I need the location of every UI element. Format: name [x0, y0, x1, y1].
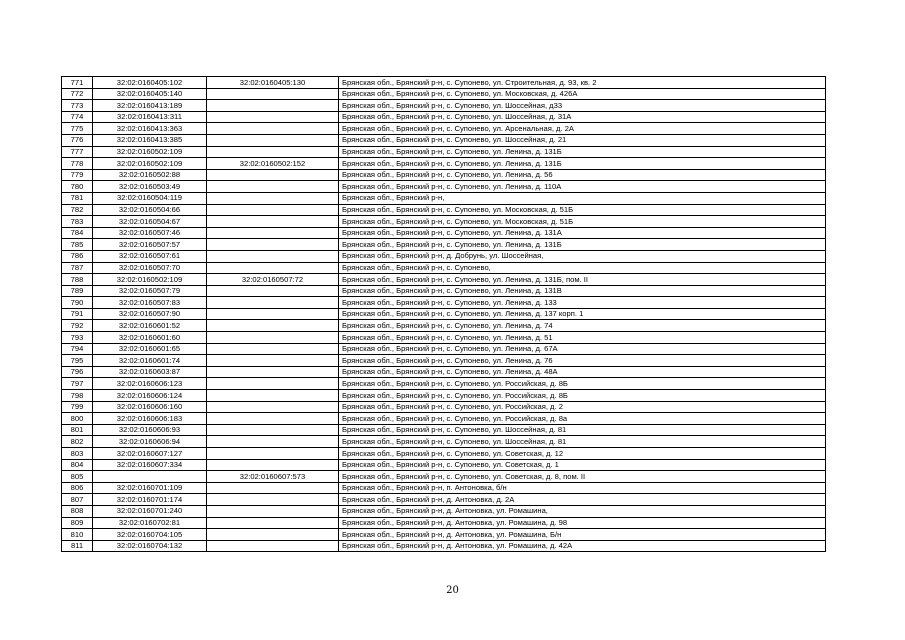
related-cadastral-number-cell — [207, 239, 339, 251]
address-cell: Брянская обл., Брянский р-н, д. Добрунь, ул. Шоссейная, — [339, 250, 826, 262]
row-number-cell: 779 — [62, 169, 93, 181]
cadastral-number-cell: 32:02:0160601:60 — [93, 332, 207, 344]
cadastral-number-cell: 32:02:0160607:127 — [93, 448, 207, 460]
table-row — [62, 262, 826, 274]
cadastral-number-cell: 32:02:0160413:311 — [93, 111, 207, 123]
related-cadastral-number-cell — [207, 192, 339, 204]
cadastral-number-cell: 32:02:0160704:132 — [93, 540, 207, 552]
cadastral-number-cell — [93, 471, 207, 483]
row-number-cell: 785 — [62, 239, 93, 251]
address-cell: Брянская обл., Брянский р-н, с. Супонево, ул. Ленина, д. 76 — [339, 355, 826, 367]
address-cell: Брянская обл., Брянский р-н, с. Супонево, ул. Строительная, д. 93, кв. 2 — [339, 77, 826, 89]
row-number-cell: 800 — [62, 413, 93, 425]
table-row — [62, 134, 826, 146]
row-number-cell: 786 — [62, 250, 93, 262]
related-cadastral-number-cell — [207, 355, 339, 367]
row-number-cell: 791 — [62, 308, 93, 320]
cadastral-number-cell: 32:02:0160702:81 — [93, 517, 207, 529]
table-row — [62, 227, 826, 239]
table-row — [62, 169, 826, 181]
row-number-cell: 799 — [62, 401, 93, 413]
address-cell: Брянская обл., Брянский р-н, с. Супонево, ул. Советская, д. 8, пом. II — [339, 471, 826, 483]
table-row — [62, 390, 826, 402]
related-cadastral-number-cell — [207, 181, 339, 193]
row-number-cell: 782 — [62, 204, 93, 216]
row-number-cell: 780 — [62, 181, 93, 193]
table-row — [62, 505, 826, 517]
cadastral-number-cell: 32:02:0160507:90 — [93, 308, 207, 320]
row-number-cell: 775 — [62, 123, 93, 135]
cadastral-number-cell: 32:02:0160606:94 — [93, 436, 207, 448]
cadastral-number-cell: 32:02:0160504:67 — [93, 216, 207, 228]
related-cadastral-number-cell — [207, 134, 339, 146]
address-cell: Брянская обл., Брянский р-н, с. Супонево, ул. Российская, д. 8Б — [339, 390, 826, 402]
row-number-cell: 772 — [62, 88, 93, 100]
address-cell: Брянская обл., Брянский р-н, с. Супонево, ул. Российская, д. 2 — [339, 401, 826, 413]
row-number-cell: 774 — [62, 111, 93, 123]
cadastral-number-cell: 32:02:0160413:385 — [93, 134, 207, 146]
property-table — [61, 76, 826, 552]
related-cadastral-number-cell — [207, 366, 339, 378]
address-cell: Брянская обл., Брянский р-н, с. Супонево, ул. Советская, д. 12 — [339, 448, 826, 460]
related-cadastral-number-cell — [207, 250, 339, 262]
cadastral-number-cell: 32:02:0160606:123 — [93, 378, 207, 390]
related-cadastral-number-cell — [207, 505, 339, 517]
table-row — [62, 413, 826, 425]
table-row — [62, 517, 826, 529]
row-number-cell: 771 — [62, 77, 93, 89]
related-cadastral-number-cell — [207, 88, 339, 100]
table-row — [62, 204, 826, 216]
address-cell: Брянская обл., Брянский р-н, с. Супонево, ул. Ленина, д. 74 — [339, 320, 826, 332]
related-cadastral-number-cell — [207, 169, 339, 181]
cadastral-number-cell: 32:02:0160504:66 — [93, 204, 207, 216]
related-cadastral-number-cell — [207, 320, 339, 332]
row-number-cell: 795 — [62, 355, 93, 367]
row-number-cell: 798 — [62, 390, 93, 402]
cadastral-number-cell: 32:02:0160405:140 — [93, 88, 207, 100]
cadastral-number-cell: 32:02:0160704:105 — [93, 529, 207, 541]
address-cell: Брянская обл., Брянский р-н, с. Супонево, ул. Российская, д. 8Б — [339, 378, 826, 390]
row-number-cell: 805 — [62, 471, 93, 483]
address-cell: Брянская обл., Брянский р-н, д. Антоновка, ул. Ромашина, — [339, 505, 826, 517]
address-cell: Брянская обл., Брянский р-н, с. Супонево, ул. Московская, д. 51Б — [339, 216, 826, 228]
table-row — [62, 239, 826, 251]
address-cell: Брянская обл., Брянский р-н, с. Супонево, ул. Шоссейная, д. 81 — [339, 424, 826, 436]
table-row — [62, 355, 826, 367]
address-cell: Брянская обл., Брянский р-н, с. Супонево, — [339, 262, 826, 274]
address-cell: Брянская обл., Брянский р-н, с. Супонево, ул. Ленина, д. 137 корп. 1 — [339, 308, 826, 320]
related-cadastral-number-cell — [207, 413, 339, 425]
address-cell: Брянская обл., Брянский р-н, с. Супонево, ул. Шоссейная, д33 — [339, 100, 826, 112]
related-cadastral-number-cell — [207, 343, 339, 355]
related-cadastral-number-cell — [207, 297, 339, 309]
row-number-cell: 810 — [62, 529, 93, 541]
cadastral-number-cell: 32:02:0160601:52 — [93, 320, 207, 332]
table-row — [62, 343, 826, 355]
table-row — [62, 471, 826, 483]
cadastral-number-cell: 32:02:0160503:49 — [93, 181, 207, 193]
cadastral-number-cell: 32:02:0160607:334 — [93, 459, 207, 471]
cadastral-number-cell: 32:02:0160504:119 — [93, 192, 207, 204]
related-cadastral-number-cell — [207, 216, 339, 228]
address-cell: Брянская обл., Брянский р-н, с. Супонево, ул. Российская, д. 8а — [339, 413, 826, 425]
related-cadastral-number-cell — [207, 111, 339, 123]
related-cadastral-number-cell — [207, 378, 339, 390]
row-number-cell: 797 — [62, 378, 93, 390]
related-cadastral-number-cell — [207, 332, 339, 344]
address-cell: Брянская обл., Брянский р-н, с. Супонево, ул. Ленина, д. 131Б — [339, 239, 826, 251]
address-cell: Брянская обл., Брянский р-н, с. Супонево, ул. Арсенальная, д. 2А — [339, 123, 826, 135]
row-number-cell: 776 — [62, 134, 93, 146]
cadastral-number-cell: 32:02:0160606:183 — [93, 413, 207, 425]
related-cadastral-number-cell — [207, 436, 339, 448]
cadastral-number-cell: 32:02:0160502:109 — [93, 274, 207, 286]
related-cadastral-number-cell — [207, 401, 339, 413]
row-number-cell: 803 — [62, 448, 93, 460]
table-row — [62, 100, 826, 112]
cadastral-number-cell: 32:02:0160601:74 — [93, 355, 207, 367]
table-row — [62, 378, 826, 390]
row-number-cell: 807 — [62, 494, 93, 506]
cadastral-number-cell: 32:02:0160507:83 — [93, 297, 207, 309]
row-number-cell: 781 — [62, 192, 93, 204]
row-number-cell: 793 — [62, 332, 93, 344]
table-row — [62, 77, 826, 89]
address-cell: Брянская обл., Брянский р-н, д. Антоновка, ул. Ромашина, д. 98 — [339, 517, 826, 529]
table-row — [62, 308, 826, 320]
cadastral-number-cell: 32:02:0160413:189 — [93, 100, 207, 112]
row-number-cell: 783 — [62, 216, 93, 228]
table-row — [62, 285, 826, 297]
address-cell: Брянская обл., Брянский р-н, с. Супонево, ул. Ленина, д. 131Б — [339, 158, 826, 170]
table-row — [62, 111, 826, 123]
related-cadastral-number-cell — [207, 390, 339, 402]
related-cadastral-number-cell: 32:02:0160502:152 — [207, 158, 339, 170]
cadastral-number-cell: 32:02:0160507:79 — [93, 285, 207, 297]
cadastral-number-cell: 32:02:0160507:70 — [93, 262, 207, 274]
related-cadastral-number-cell — [207, 285, 339, 297]
table-row — [62, 436, 826, 448]
table-row — [62, 424, 826, 436]
table-row — [62, 274, 826, 286]
related-cadastral-number-cell — [207, 262, 339, 274]
table-row — [62, 448, 826, 460]
address-cell: Брянская обл., Брянский р-н, с. Супонево, ул. Советская, д. 1 — [339, 459, 826, 471]
table-row — [62, 494, 826, 506]
related-cadastral-number-cell: 32:02:0160405:130 — [207, 77, 339, 89]
row-number-cell: 773 — [62, 100, 93, 112]
row-number-cell: 808 — [62, 505, 93, 517]
related-cadastral-number-cell — [207, 123, 339, 135]
related-cadastral-number-cell — [207, 146, 339, 158]
address-cell: Брянская обл., Брянский р-н, с. Супонево, ул. Шоссейная, д. 31А — [339, 111, 826, 123]
address-cell: Брянская обл., Брянский р-н, с. Супонево, ул. Ленина, д. 131В — [339, 285, 826, 297]
table-row — [62, 332, 826, 344]
row-number-cell: 790 — [62, 297, 93, 309]
address-cell: Брянская обл., Брянский р-н, д. Антоновка, ул. Ромашина, Б/н — [339, 529, 826, 541]
cadastral-number-cell: 32:02:0160413:363 — [93, 123, 207, 135]
address-cell: Брянская обл., Брянский р-н, с. Супонево, ул. Ленина, д. 133 — [339, 297, 826, 309]
cadastral-number-cell: 32:02:0160606:93 — [93, 424, 207, 436]
row-number-cell: 811 — [62, 540, 93, 552]
address-cell: Брянская обл., Брянский р-н, с. Супонево, ул. Ленина, д. 56 — [339, 169, 826, 181]
row-number-cell: 789 — [62, 285, 93, 297]
related-cadastral-number-cell — [207, 308, 339, 320]
related-cadastral-number-cell — [207, 540, 339, 552]
related-cadastral-number-cell — [207, 100, 339, 112]
table-row — [62, 216, 826, 228]
table-row — [62, 540, 826, 552]
page-number: 20 — [446, 585, 459, 596]
row-number-cell: 809 — [62, 517, 93, 529]
cadastral-number-cell: 32:02:0160701:240 — [93, 505, 207, 517]
row-number-cell: 784 — [62, 227, 93, 239]
row-number-cell: 806 — [62, 482, 93, 494]
cadastral-number-cell: 32:02:0160507:61 — [93, 250, 207, 262]
table-row — [62, 297, 826, 309]
address-cell: Брянская обл., Брянский р-н, с. Супонево, ул. Ленина, д. 131Б, пом. II — [339, 274, 826, 286]
cadastral-number-cell: 32:02:0160606:124 — [93, 390, 207, 402]
table-row — [62, 192, 826, 204]
related-cadastral-number-cell — [207, 482, 339, 494]
table-row — [62, 320, 826, 332]
row-number-cell: 801 — [62, 424, 93, 436]
related-cadastral-number-cell — [207, 517, 339, 529]
table-row — [62, 123, 826, 135]
address-cell: Брянская обл., Брянский р-н, с. Супонево, ул. Московская, д. 51Б — [339, 204, 826, 216]
row-number-cell: 802 — [62, 436, 93, 448]
related-cadastral-number-cell — [207, 448, 339, 460]
address-cell: Брянская обл., Брянский р-н, д. Антоновка, д. 2А — [339, 494, 826, 506]
address-cell: Брянская обл., Брянский р-н, с. Супонево, ул. Ленина, д. 131А — [339, 227, 826, 239]
address-cell: Брянская обл., Брянский р-н, с. Супонево, ул. Шоссейная, д. 81 — [339, 436, 826, 448]
address-cell: Брянская обл., Брянский р-н, с. Супонево, ул. Ленина, д. 67А — [339, 343, 826, 355]
row-number-cell: 792 — [62, 320, 93, 332]
table-row — [62, 401, 826, 413]
address-cell: Брянская обл., Брянский р-н, с. Супонево, ул. Ленина, д. 110А — [339, 181, 826, 193]
table-row — [62, 459, 826, 471]
related-cadastral-number-cell: 32:02:0160607:573 — [207, 471, 339, 483]
table-row — [62, 366, 826, 378]
address-cell: Брянская обл., Брянский р-н, с. Супонево, ул. Ленина, д. 51 — [339, 332, 826, 344]
related-cadastral-number-cell — [207, 227, 339, 239]
cadastral-number-cell: 32:02:0160606:160 — [93, 401, 207, 413]
cadastral-number-cell: 32:02:0160502:109 — [93, 158, 207, 170]
row-number-cell: 787 — [62, 262, 93, 274]
related-cadastral-number-cell — [207, 529, 339, 541]
table-row — [62, 250, 826, 262]
cadastral-number-cell: 32:02:0160701:174 — [93, 494, 207, 506]
related-cadastral-number-cell: 32:02:0160507:72 — [207, 274, 339, 286]
cadastral-number-cell: 32:02:0160405:102 — [93, 77, 207, 89]
cadastral-number-cell: 32:02:0160701:109 — [93, 482, 207, 494]
cadastral-number-cell: 32:02:0160603:87 — [93, 366, 207, 378]
row-number-cell: 804 — [62, 459, 93, 471]
address-cell: Брянская обл., Брянский р-н, д. Антоновка, ул. Ромашина, д. 42А — [339, 540, 826, 552]
table-row — [62, 88, 826, 100]
table-row — [62, 482, 826, 494]
related-cadastral-number-cell — [207, 494, 339, 506]
cadastral-number-cell: 32:02:0160507:57 — [93, 239, 207, 251]
related-cadastral-number-cell — [207, 204, 339, 216]
address-cell: Брянская обл., Брянский р-н, с. Супонево, ул. Шоссейная, д. 21 — [339, 134, 826, 146]
cadastral-number-cell: 32:02:0160502:109 — [93, 146, 207, 158]
property-table-body — [62, 77, 826, 552]
cadastral-number-cell: 32:02:0160502:88 — [93, 169, 207, 181]
address-cell: Брянская обл., Брянский р-н, с. Супонево, ул. Ленина, д. 48А — [339, 366, 826, 378]
related-cadastral-number-cell — [207, 424, 339, 436]
row-number-cell: 778 — [62, 158, 93, 170]
address-cell: Брянская обл., Брянский р-н, с. Супонево, ул. Московская, д. 426А — [339, 88, 826, 100]
row-number-cell: 794 — [62, 343, 93, 355]
cadastral-number-cell: 32:02:0160507:46 — [93, 227, 207, 239]
table-row — [62, 158, 826, 170]
address-cell: Брянская обл., Брянский р-н, п. Антоновка, б/н — [339, 482, 826, 494]
table-row — [62, 529, 826, 541]
row-number-cell: 777 — [62, 146, 93, 158]
cadastral-number-cell: 32:02:0160601:65 — [93, 343, 207, 355]
row-number-cell: 796 — [62, 366, 93, 378]
table-row — [62, 146, 826, 158]
table-row — [62, 181, 826, 193]
row-number-cell: 788 — [62, 274, 93, 286]
address-cell: Брянская обл., Брянский р-н, с. Супонево, ул. Ленина, д. 131Б — [339, 146, 826, 158]
related-cadastral-number-cell — [207, 459, 339, 471]
address-cell: Брянская обл., Брянский р-н, — [339, 192, 826, 204]
